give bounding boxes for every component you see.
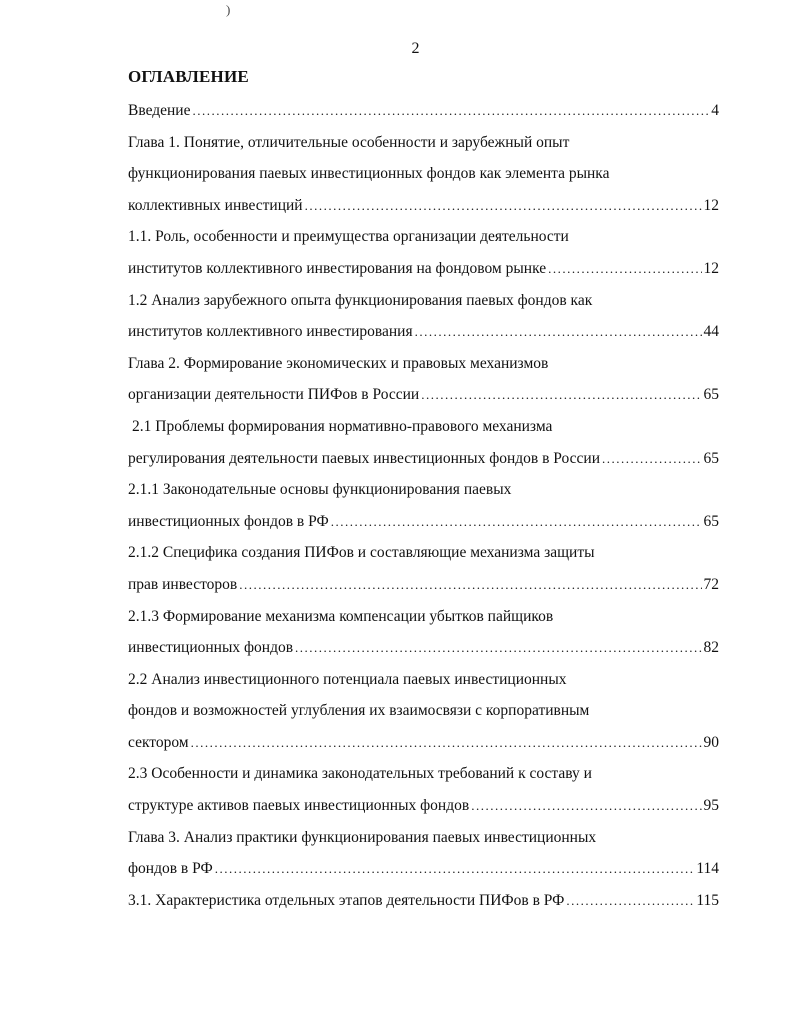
- toc-leader-dots: [215, 853, 695, 885]
- toc-entry[interactable]: [128, 95, 719, 127]
- toc-entry[interactable]: [128, 885, 719, 917]
- toc-page-number: 82: [703, 639, 719, 657]
- toc-entry-title: институтов коллективного инвестирования на фондовом рынке: [128, 259, 547, 277]
- toc-entry-line: 2.1.1 Законодательные основы функционирования паевых: [128, 481, 512, 499]
- toc-title: ОГЛАВЛЕНИЕ: [128, 67, 249, 86]
- toc-entry[interactable]: [128, 758, 719, 821]
- toc-entry-title: институтов коллективного инвестирования: [128, 323, 413, 341]
- toc-page-number: 44: [703, 323, 719, 341]
- scan-mark: ): [226, 2, 231, 17]
- toc-entry-last-line: [128, 506, 719, 538]
- toc-entry-line: Глава 1. Понятие, отличительные особенности и зарубежный опыт: [128, 133, 570, 151]
- toc-leader-dots: [548, 253, 701, 285]
- toc-entry-last-line: [128, 853, 719, 885]
- toc-entry[interactable]: [128, 537, 719, 600]
- toc-entry-title: коллективных инвестиций: [128, 196, 303, 214]
- toc-page-number: 12: [703, 259, 719, 277]
- toc-entry-title: фондов в РФ: [128, 860, 213, 878]
- toc-entry-title: инвестиционных фондов: [128, 639, 294, 657]
- toc-entry[interactable]: [128, 601, 719, 664]
- toc-leader-dots: [566, 885, 694, 917]
- toc-entry-last-line: [128, 379, 719, 411]
- toc-page-number: 90: [703, 733, 719, 751]
- toc-entry[interactable]: [128, 474, 719, 537]
- table-of-contents: [128, 95, 719, 916]
- toc-entry[interactable]: [128, 127, 719, 222]
- toc-page-number: 65: [703, 386, 719, 404]
- toc-page-number: 65: [703, 512, 719, 530]
- toc-entry-last-line: [128, 632, 719, 664]
- toc-entry-line: фондов и возможностей углубления их взаимосвязи с корпоративным: [128, 702, 590, 720]
- toc-entry-title: инвестиционных фондов в РФ: [128, 512, 329, 530]
- toc-entry-last-line: [128, 190, 719, 222]
- toc-leader-dots: [331, 506, 702, 538]
- toc-leader-dots: [421, 379, 701, 411]
- toc-entry-title: Введение: [128, 102, 191, 119]
- toc-entry-line: функционирования паевых инвестиционных фондов как элемента рынка: [128, 165, 610, 183]
- toc-page-number: 115: [696, 891, 719, 909]
- toc-leader-dots: [602, 443, 701, 475]
- toc-entry[interactable]: [128, 664, 719, 759]
- toc-leader-dots: [295, 632, 701, 664]
- toc-entry-last-line: [128, 790, 719, 822]
- toc-entry-title: сектором: [128, 733, 189, 751]
- toc-entry-line: 2.1 Проблемы формирования нормативно-правового механизма: [132, 417, 553, 435]
- toc-entry-title: организации деятельности ПИФов в России: [128, 386, 420, 404]
- toc-leader-dots: [239, 569, 701, 601]
- toc-entry-line: 2.3 Особенности и динамика законодательных требований к составу и: [128, 765, 592, 783]
- toc-leader-dots: [415, 316, 702, 348]
- toc-page-number: 72: [703, 575, 719, 593]
- toc-page-number: 114: [696, 860, 719, 878]
- toc-entry-line: 2.1.2 Специфика создания ПИФов и составляющие механизма защиты: [128, 544, 595, 562]
- toc-entry-title: структуре активов паевых инвестиционных фондов: [128, 797, 470, 815]
- toc-leader-dots: [191, 727, 702, 759]
- toc-entry[interactable]: [128, 221, 719, 284]
- toc-entry-line: 1.1. Роль, особенности и преимущества организации деятельности: [128, 228, 569, 246]
- page-number: 2: [411, 40, 420, 57]
- toc-entry-line: 2.2 Анализ инвестиционного потенциала паевых инвестиционных: [128, 670, 567, 688]
- toc-leader-dots: [305, 190, 702, 222]
- toc-entry-last-line: [128, 95, 719, 127]
- toc-entry-line: Глава 2. Формирование экономических и правовых механизмов: [128, 354, 549, 372]
- toc-leader-dots: [471, 790, 701, 822]
- toc-entry[interactable]: [128, 822, 719, 885]
- toc-entry-last-line: [128, 253, 719, 285]
- toc-entry-line: 2.1.3 Формирование механизма компенсации убытков пайщиков: [128, 607, 554, 625]
- toc-entry-last-line: [128, 443, 719, 475]
- toc-entry-last-line: [128, 885, 719, 917]
- toc-page-number: 65: [703, 449, 719, 467]
- toc-entry-title: прав инвесторов: [128, 575, 238, 593]
- toc-entry-line: 1.2 Анализ зарубежного опыта функционирования паевых фондов как: [128, 291, 593, 309]
- toc-page-number: 12: [703, 196, 719, 214]
- toc-entry[interactable]: [128, 348, 719, 411]
- toc-entry-last-line: [128, 727, 719, 759]
- toc-entry-title: 3.1. Характеристика отдельных этапов деятельности ПИФов в РФ: [128, 891, 565, 909]
- toc-entry-last-line: [128, 569, 719, 601]
- toc-leader-dots: [192, 95, 709, 127]
- toc-entry[interactable]: [128, 411, 719, 474]
- toc-page-number: 95: [703, 797, 719, 815]
- toc-entry[interactable]: [128, 285, 719, 348]
- toc-entry-title: регулирования деятельности паевых инвестиционных фондов в России: [128, 449, 601, 467]
- toc-entry-line: Глава 3. Анализ практики функционирования паевых инвестиционных: [128, 828, 597, 846]
- toc-entry-last-line: [128, 316, 719, 348]
- toc-page-number: 4: [711, 102, 719, 119]
